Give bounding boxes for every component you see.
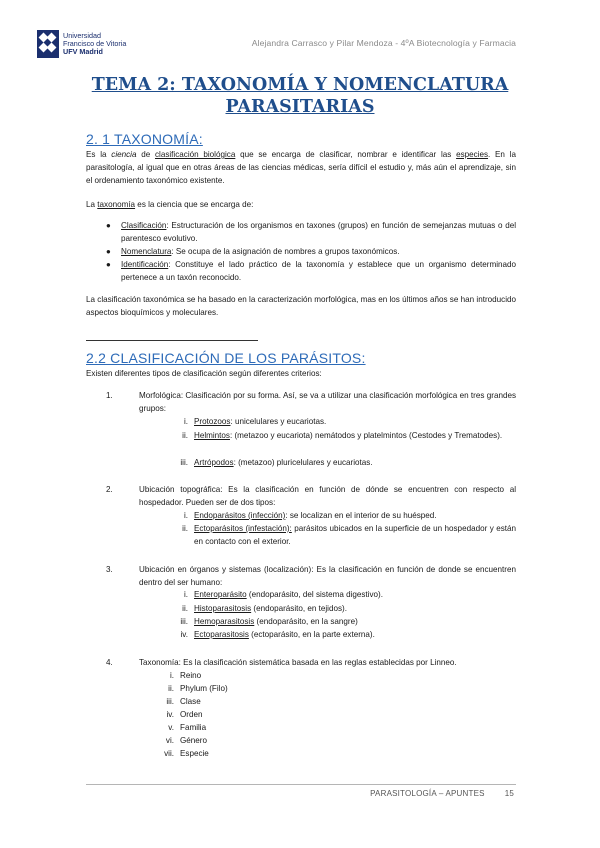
- sub-item-text: : (metazoo) pluricelulares y eucariotas.: [233, 458, 373, 467]
- header-authors: Alejandra Carrasco y Pilar Mendoza - 4ºA Biotecnología y Farmacia: [251, 38, 516, 48]
- sub-item-numeral: iv.: [180, 630, 188, 639]
- text-run: . En la parasitología, al igual que en otras áreas de las ciencias médicas, sería difícil el estudio y, más aún el aprendizaje, sin el ordenamiento taxonómico existente.: [86, 150, 516, 185]
- text-run-underlined: clasificación biológica: [154, 150, 236, 159]
- university-logo: [37, 28, 147, 60]
- sub-item-term: Hemoparasitosis: [194, 617, 255, 626]
- sub-item-term: Ectoparasitosis: [194, 630, 249, 639]
- section-separator: [86, 340, 258, 341]
- text-run-italic: ciencia: [111, 150, 137, 159]
- list-item-text: Ubicación topográfica: Es la clasificación en función de dónde se encuentren con respecto al hospedador. Pueden ser de dos tipos:: [139, 485, 516, 507]
- sub-item-term: Artrópodos: [194, 458, 234, 467]
- sub-item-numeral: iii.: [180, 458, 188, 467]
- bullet-text: : Se ocupa de la asignación de nombres a grupos taxonómicos.: [171, 247, 400, 256]
- bullet-icon: ●: [106, 221, 111, 230]
- sub-item-text: Reino: [180, 671, 202, 680]
- bullet-text: : Estructuración de los organismos en taxones (grupos) en función de semejanzas mutuas o del parentesco evolutivo.: [121, 221, 516, 243]
- page-footer: [370, 789, 514, 798]
- bullet-term: Identificación: [121, 260, 169, 269]
- list-item-text: Morfológica: Clasificación por su forma. Así, se va a utilizar una clasificación morfológica en tres grandes grupos:: [139, 391, 516, 413]
- footer-divider: [86, 784, 516, 785]
- logo-line-3: UFV Madrid: [63, 47, 103, 56]
- sub-item-text: : unicelulares y eucariotas.: [230, 417, 327, 426]
- logo-line-2: Francisco de Vitoria: [63, 39, 127, 48]
- sub-item-numeral: ii.: [182, 431, 188, 440]
- sub-item-numeral: iii.: [166, 697, 174, 706]
- list-number: 2.: [106, 485, 113, 494]
- list-item-text: Taxonomía: Es la clasificación sistemática basada en las reglas establecidas por Linneo.: [139, 658, 457, 667]
- text-run: es la ciencia que se encarga de:: [135, 200, 254, 209]
- sub-item-numeral: ii.: [168, 684, 174, 693]
- sub-item-text: Phylum (Filo): [180, 684, 228, 693]
- paragraph-definition: [86, 149, 516, 187]
- sub-item-text: Clase: [180, 697, 201, 706]
- sub-item-numeral: ii.: [182, 524, 188, 533]
- sub-item-text: Género: [180, 736, 207, 745]
- sub-item-text: Orden: [180, 710, 203, 719]
- sub-item-numeral: i.: [183, 417, 188, 426]
- bullet-text: : Constituye el lado práctico de la taxonomía y establece que un organismo determinado pertenece a un taxón reconocido.: [121, 260, 516, 282]
- text-run-underlined: especies: [456, 150, 489, 159]
- sub-item-text: Especie: [180, 749, 209, 758]
- bullet-icon: ●: [106, 247, 111, 256]
- sub-item-text: (endoparásito, en tejidos).: [251, 604, 347, 613]
- sub-item-text: : (metazoo y eucariota) nemátodos y platelmintos (Cestodes y Trematodes).: [229, 431, 503, 440]
- sub-item-numeral: i.: [183, 511, 188, 520]
- sub-item-numeral: i.: [169, 671, 174, 680]
- sub-item-text: Familia: [180, 723, 207, 732]
- sub-item-text: : se localizan en el interior de su huésped.: [285, 511, 437, 520]
- sub-item-term: Ectoparásitos (infestación):: [194, 524, 292, 533]
- bullet-item: [106, 259, 516, 285]
- sub-item-numeral: i.: [183, 590, 188, 599]
- section-heading-taxonomia: 2. 1 TAXONOMÍA:: [86, 131, 203, 147]
- paragraph-morfologia: La clasificación taxonómica se ha basado en la caracterización morfológica, mas en los últimos años se han introducido aspectos bioquímicos y moleculares.: [86, 295, 516, 317]
- sub-item-numeral: iii.: [180, 617, 188, 626]
- list-item-text: Ubicación en órganos y sistemas (localización): Es la clasificación en función de donde se encuentren dentro del ser humano:: [139, 565, 516, 587]
- sub-item-numeral: v.: [168, 723, 174, 732]
- section-heading-clasificacion: 2.2 CLASIFICACIÓN DE LOS PARÁSITOS:: [86, 350, 366, 366]
- bullet-icon: ●: [106, 260, 111, 269]
- sub-item-term: Protozoos: [194, 417, 231, 426]
- page-number: 15: [504, 789, 514, 798]
- page-title: [85, 74, 515, 118]
- sub-item-term: Helmintos: [194, 431, 230, 440]
- paragraph-criterios: Existen diferentes tipos de clasificación según diferentes criterios:: [86, 369, 322, 378]
- list-number: 1.: [106, 391, 113, 400]
- logo-wordmark: [63, 32, 126, 56]
- sub-item-text: (endoparásito, del sistema digestivo).: [246, 590, 383, 599]
- sub-item-term: Endoparásitos (infección): [194, 511, 286, 520]
- text-run: que se encarga de clasificar, nombrar e identificar las: [235, 150, 457, 159]
- bullet-term: Nomenclatura: [121, 247, 172, 256]
- list-number: 4.: [106, 658, 113, 667]
- ufv-emblem-icon: [37, 30, 59, 58]
- paragraph-intro-list: [86, 199, 516, 212]
- text-run: de: [136, 150, 155, 159]
- text-run: Es la: [86, 150, 112, 159]
- logo-line-1: Universidad: [63, 31, 101, 40]
- bullet-item: [106, 220, 516, 246]
- footer-label: PARASITOLOGÍA – APUNTES: [370, 789, 485, 798]
- text-run: La: [86, 200, 98, 209]
- sub-item-text: (ectoparásito, en la parte externa).: [248, 630, 375, 639]
- sub-item-text: parásitos ubicados en la superficie de un hospedador y están en contacto con el exterior.: [194, 524, 516, 546]
- sub-item-term: Histoparasitosis: [194, 604, 252, 613]
- sub-item-numeral: ii.: [182, 604, 188, 613]
- sub-item-numeral: vi.: [165, 736, 174, 745]
- sub-item-term: Enteroparásito: [194, 590, 247, 599]
- text-run-underlined: taxonomía: [97, 200, 136, 209]
- bullet-item: [106, 246, 516, 259]
- list-number: 3.: [106, 565, 113, 574]
- sub-item-numeral: vii.: [164, 749, 174, 758]
- sub-item-numeral: iv.: [166, 710, 174, 719]
- sub-item-text: (endoparásito, en la sangre): [254, 617, 358, 626]
- title-line-1: TEMA 2: TAXONOMÍA Y NOMENCLATURA: [91, 75, 509, 95]
- bullet-term: Clasificación: [121, 221, 167, 230]
- title-line-2: PARASITARIAS: [225, 97, 375, 117]
